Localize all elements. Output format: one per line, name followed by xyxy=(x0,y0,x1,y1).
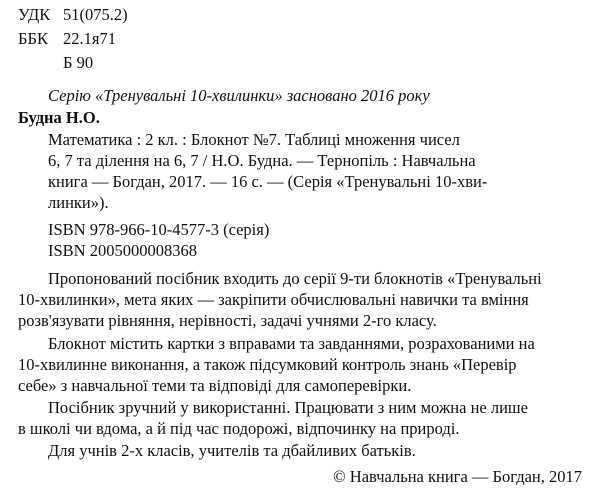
annotation-line: Пропонований посібник входить до серії 9-ти блокнотів «Тренувальні xyxy=(48,269,542,288)
annotation-line: себе» з навчальної теми та відповіді для самоперевірки. xyxy=(18,376,412,395)
bibliographic-description xyxy=(48,129,487,213)
annotation-paragraph xyxy=(48,397,528,418)
annotation-line: Для учнів 2-х класів, учителів та дбайливих батьків. xyxy=(48,441,416,460)
annotation-line: Посібник зручний у використанні. Працювати з ним можна не лише xyxy=(48,398,528,417)
isbn-item: ISBN 2005000008368 xyxy=(48,241,197,260)
author-mark: Б 90 xyxy=(63,53,94,72)
isbn-series: ISBN 978-966-10-4577-3 (серія) xyxy=(48,220,270,239)
annotation-line: в школі чи вдома, а й під час подорожі, відпочинку на природі. xyxy=(18,419,460,438)
annotation-line: розв'язувати рівняння, нерівності, задачі учнями 2-го класу. xyxy=(18,311,437,330)
annotation-paragraph-cont xyxy=(18,418,459,439)
series-note: Серію «Тренувальні 10-хвилинки» засновано 2016 року xyxy=(48,86,430,105)
udk-label: УДК xyxy=(18,5,51,24)
annotation-audience xyxy=(48,440,416,461)
isbn-block xyxy=(48,219,269,261)
annotation-line: 10-хвилинне виконання, а також підсумковий контроль знань «Перевір xyxy=(18,355,517,374)
bbk-value: 22.1я71 xyxy=(63,29,116,48)
description-line: книга — Богдан, 2017. — 16 с. — (Серія «Тренувальні 10-хви- xyxy=(48,172,488,191)
annotation-paragraph-cont xyxy=(18,289,529,331)
annotation-line: 10-хвилинки», мета яких — закріпити обчислювальні навички та вміння xyxy=(18,290,529,309)
author-heading: Будна Н.О. xyxy=(18,108,100,127)
annotation-line: Блокнот містить картки з вправами та завданнями, розрахованими на xyxy=(48,334,535,353)
annotation-paragraph-cont xyxy=(18,354,517,396)
udk-value: 51(075.2) xyxy=(63,5,128,24)
description-line: линки»). xyxy=(48,193,109,212)
bbk-label: ББК xyxy=(18,29,48,48)
copyright: © Навчальна книга — Богдан, 2017 xyxy=(333,467,582,486)
annotation-paragraph xyxy=(48,268,542,289)
description-line: Математика : 2 кл. : Блокнот №7. Таблиці множення чисел xyxy=(48,130,460,149)
description-line: 6, 7 та ділення на 6, 7 / Н.О. Будна. — Тернопіль : Навчальна xyxy=(48,151,476,170)
annotation-paragraph xyxy=(48,333,535,354)
